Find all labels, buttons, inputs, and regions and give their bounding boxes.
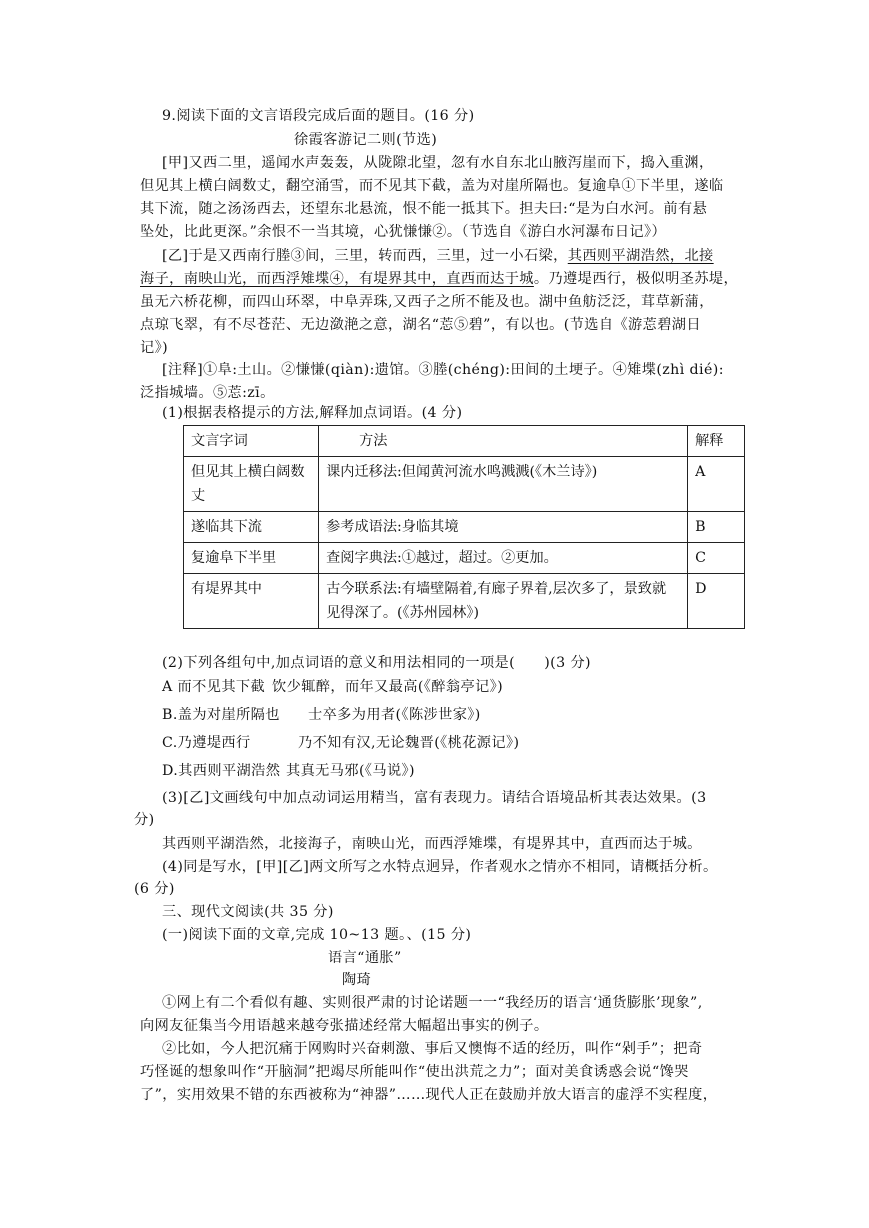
passage-jia-line: [甲]又西二里，遥闻水声轰轰，从陇隙北望，忽有水自东北山腋泻崖而下，捣入重渊， [162,155,714,171]
passage-jia-line: 其下流，随之汤汤西去，还望东北悬流，恨不能一抵其下。担夫曰:“是为白水河。前有悬 [140,201,708,217]
option-d-right: 其真无马邪(《马说》) [286,763,415,779]
passage-yi-line [162,246,714,267]
passage-yi-text: [乙]于是又西南行塍③间，三里，转而西，三里，过一小石梁， [162,248,568,264]
table-header-cell: 文言字词 [184,426,319,457]
option-d [162,761,415,782]
passage-jia-line: 坠处，比此更深。”余恨不一当其境，心犹慊慊②。（节选自《游白水河瀑布日记》） [140,224,667,240]
table-cell-method: 查阅字典法:①越过，超过。②更加。 [319,543,688,574]
annotation-line: [注释]①阜:土山。②慊慊(qiàn):遗馆。③塍(chéng):田间的土埂子。④雉堞(zhì dié): [162,362,724,378]
option-b-left: B.盖为对崖所隔也 [162,707,280,723]
article-paragraph-line: 巧怪诞的想象叫作“开脑洞”把竭尽所能叫作“使出洪荒之力”；面对美食诱惑会说“馋哭 [140,1064,689,1080]
passage-yi-line: 记》) [140,340,169,356]
sub-question-3: (3)[乙]文画线句中加点动词运用精当，富有表现力。请结合语境品析其表达效果。(3 [162,790,707,806]
sub-question-2: (2)下列各组句中,加点词语的意义和用法相同的一项是( )(3 分) [162,655,591,671]
option-c-right: 乃不知有汉,无论魏晋(《桃花源记》) [298,735,520,751]
section-3-heading: 三、现代文阅读(共 35 分) [162,904,334,920]
passage-yi-line: 点琼飞翠，有不尽苍茫、无边潋滟之意，湖名“莣⑤碧”，有以也。(节选自《游莣碧湖日 [140,317,701,333]
table-header-row [184,426,745,457]
table-cell-word: 有堤界其中 [184,574,319,629]
annotation-line: 泛指城墙。⑤莣:zī。 [140,385,275,401]
option-a [162,677,504,698]
sub-question-4: (4)同是写水，[甲][乙]两文所写之水特点迥异，作者观水之情亦不相同，请概括分析。 [162,859,718,875]
table-cell-answer: D [688,574,745,629]
article-paragraph-line: ①网上有二个看似有趣、实则很严肃的讨论诺题一一“我经历的语言‘通货膨胀’现象”, [162,995,703,1011]
table-cell-method: 古今联系法:有墙壁隔着,有廊子界着,层次多了，景致就见得深了。(《苏州园林》) [319,574,688,629]
article-title: 语言“通胀” [328,950,402,966]
sub-question-3-cont: 分) [134,812,155,828]
article-paragraph-line: ②比如，今人把沉痛于网购时兴奋刺激、事后又懊悔不适的经历，叫作“剁手”；把奇 [162,1041,703,1057]
option-a-left: A 而不见其下截 [162,679,266,695]
table-row [184,457,745,512]
article-paragraph-line: 向网友征集当今用语越来越夸张描述经常大幅超出事实的例子。 [140,1018,549,1034]
passage-yi-text: 。乃遵堤西行，极似明圣苏堤， [533,271,739,287]
table-header-cell: 解释 [688,426,745,457]
table-cell-method: 课内迁移法:但闻黄河流水鸣溅溅(《木兰诗》) [319,457,688,512]
option-b-right: 士卒多为用者(《陈涉世家》) [308,707,481,723]
table-cell-method: 参考成语法:身临其境 [319,512,688,543]
passage-yi-line: 虽无六桥花柳，而四山环翠，中阜弄珠,又西子之所不能及也。湖中鱼舫泛泛，茸草新蒲， [140,294,714,310]
underlined-sentence: 其西则平湖浩然，北接 [567,248,714,264]
passage-title: 徐霞客游记二则(节选) [294,132,438,148]
table-cell-answer: B [688,512,745,543]
table-row [184,512,745,543]
option-a-right: 饮少辄醉，而年又最高(《醉翁亭记》) [272,679,504,695]
passage-jia-line: 但见其上横白阔数丈，翻空涌雪，而不见其下截，盖为对崖所隔也。复逾阜①下半里，遂临 [140,178,724,194]
part-1-heading: (一)阅读下面的文章,完成 10~13 题。、(15 分) [162,927,472,943]
article-author: 陶琦 [342,972,372,988]
option-b [162,705,481,726]
sub-question-4-cont: (6 分) [134,881,175,897]
vocabulary-table [183,425,745,629]
table-row [184,574,745,629]
article-paragraph-line: 了”，实用效果不错的东西被称为“神器”……现代人正在鼓励并放大语言的虚浮不实程度， [140,1087,718,1103]
table-cell-word: 复逾阜下半里 [184,543,319,574]
table-header-cell: 方法 [319,426,688,457]
option-c [162,733,520,754]
question-9-heading: 9.阅读下面的文言语段完成后面的题目。(16 分) [162,108,475,124]
sub-question-3-quote: 其西则平湖浩然，北接海子，南映山光，而西浮雉堞，有堤界其中，直西而达于城。 [162,836,702,852]
option-c-left: C.乃遵堤西行 [162,735,251,751]
underlined-sentence: 海子，南映山光，而西浮雉堞④，有堤界其中，直西而达于城 [140,271,534,287]
table-cell-word: 遂临其下流 [184,512,319,543]
table-row [184,543,745,574]
table-cell-answer: C [688,543,745,574]
option-d-left: D.其西则平湖浩然 [162,763,281,779]
sub-question-1: (1)根据表格提示的方法,解释加点词语。(4 分) [162,405,463,421]
table-cell-answer: A [688,457,745,512]
passage-yi-line [140,269,738,290]
table-cell-word: 但见其上横白阔数丈 [184,457,319,512]
